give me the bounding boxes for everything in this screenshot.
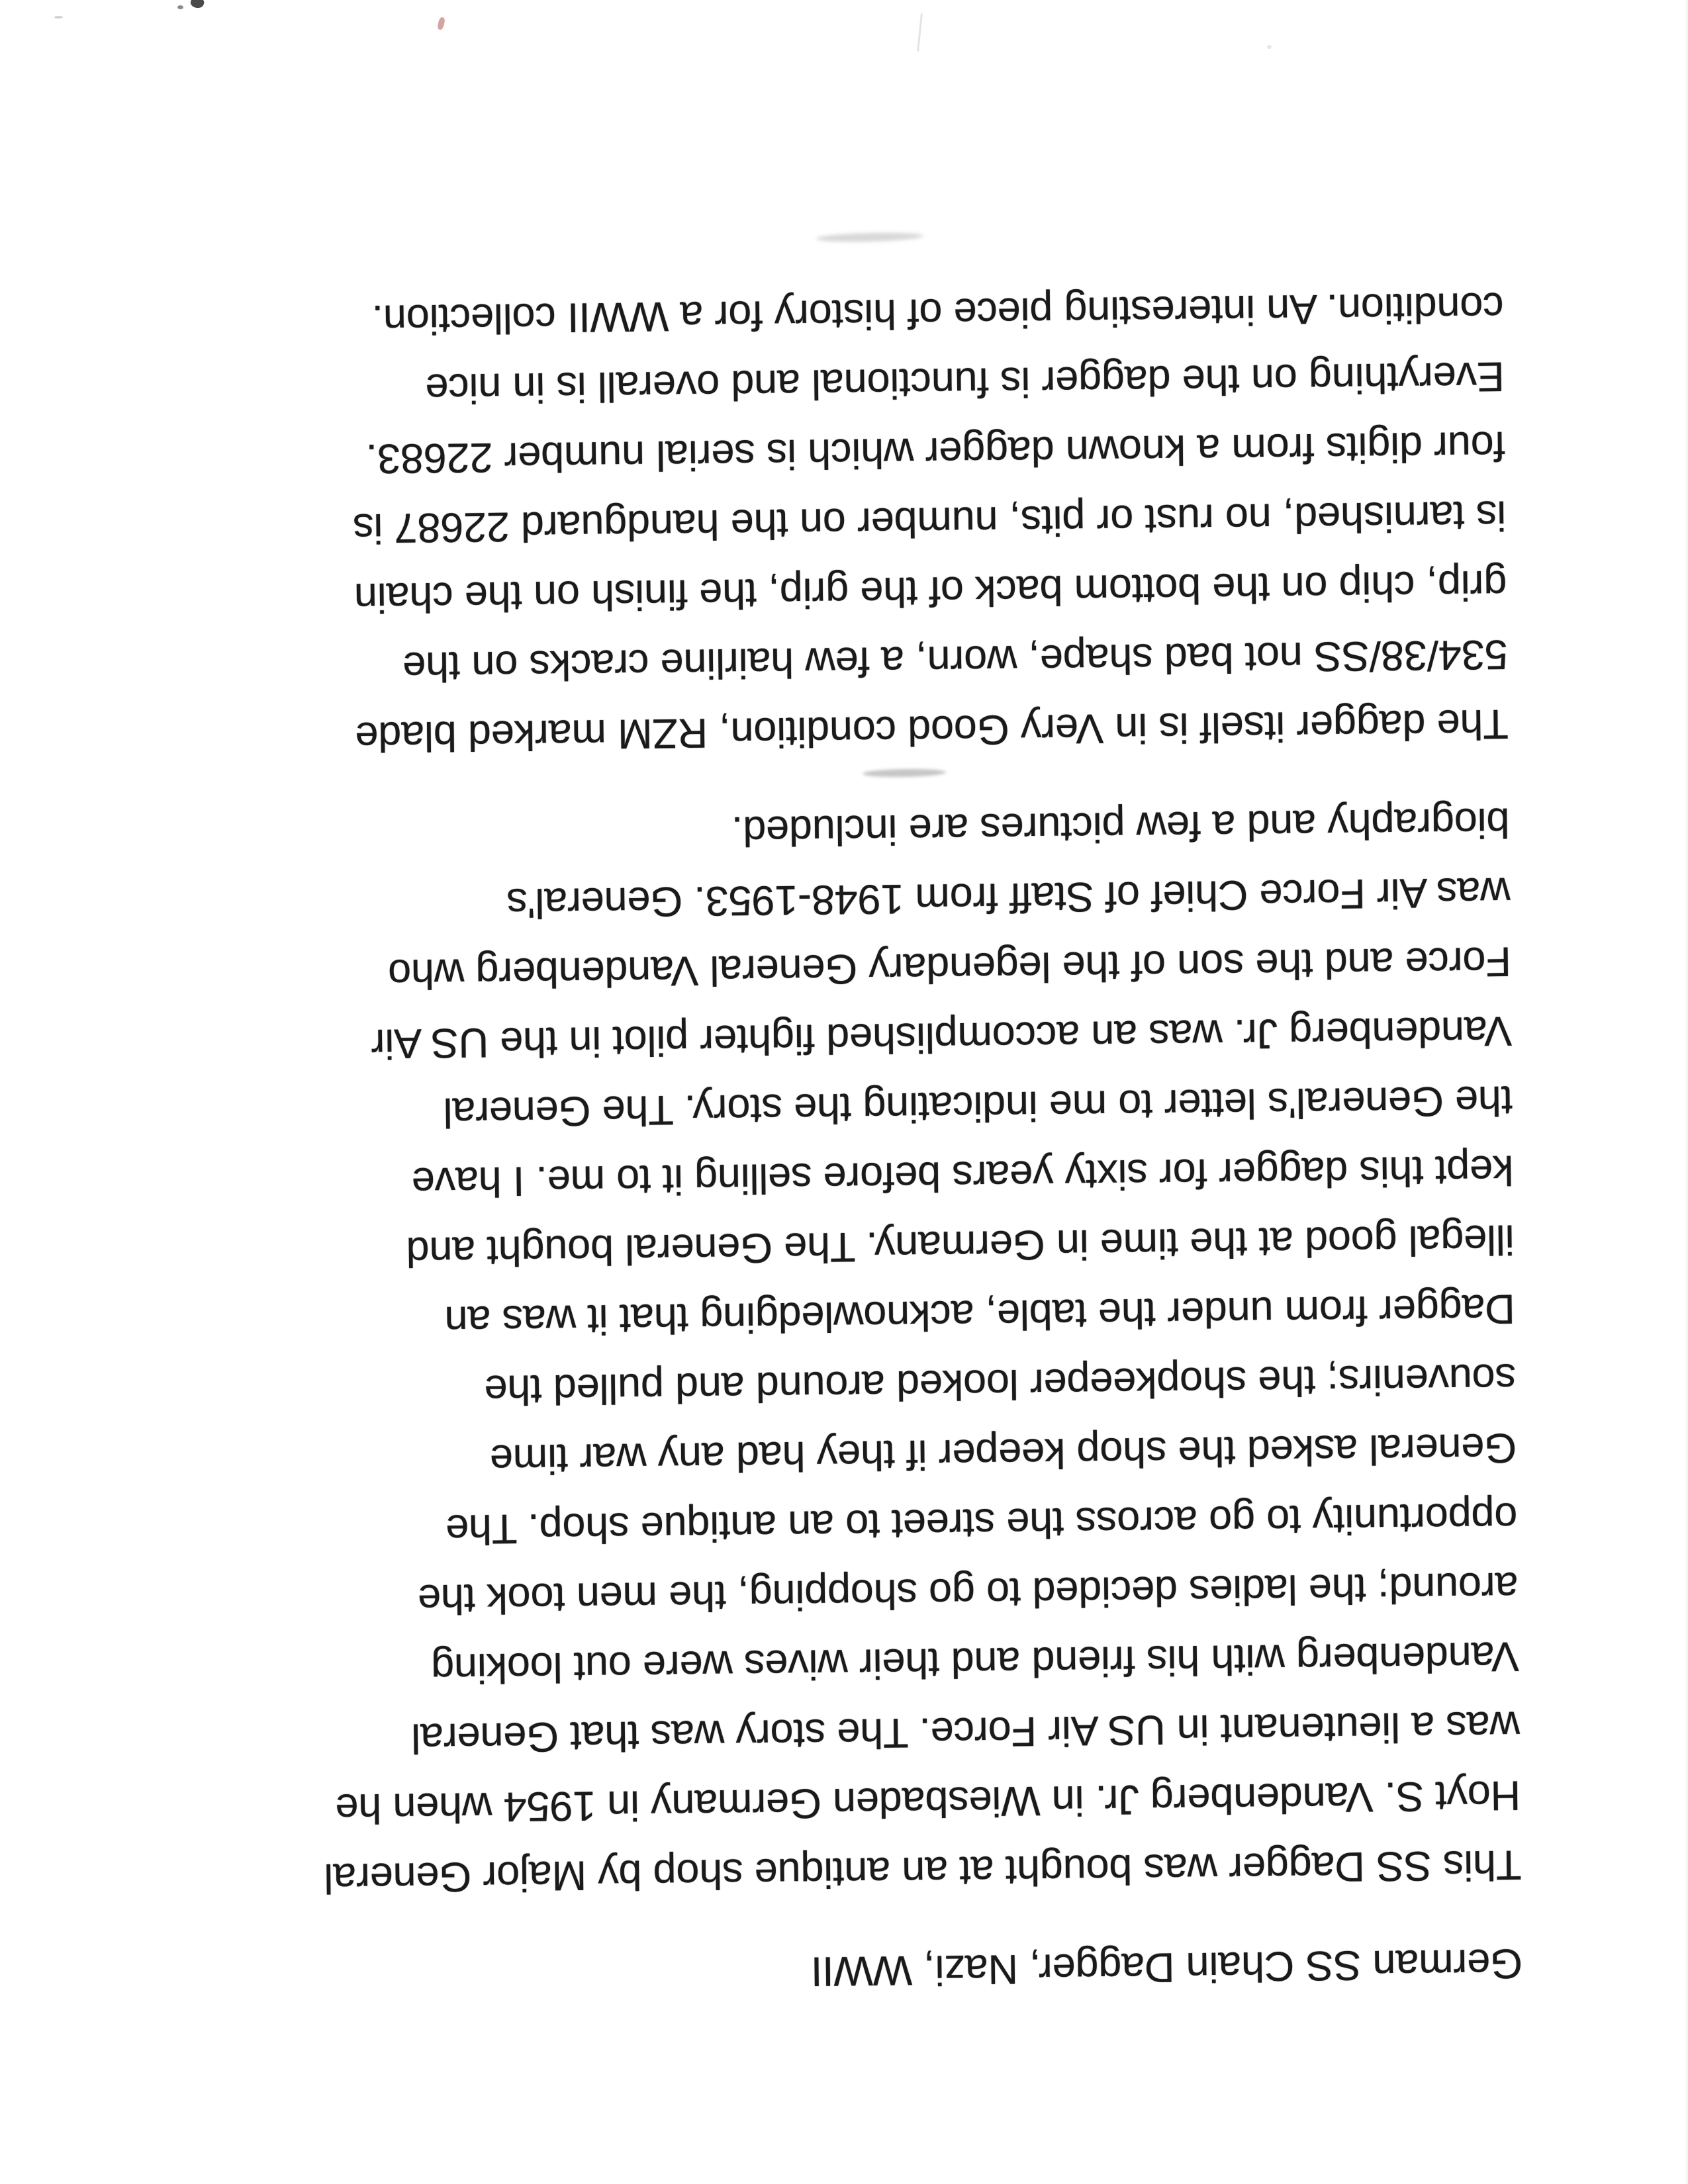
text-line: around; the ladies decided to go shopping, the men took the	[417, 1563, 1519, 1623]
document-title: German SS Chain Dagger, Nazi, WWII	[810, 1940, 1523, 1995]
text-line: 534/38/SS not bad shape, worn, a few hairline cracks on the	[402, 631, 1508, 690]
paragraph-condition	[166, 272, 1509, 774]
text-line: The dagger itself is in Very Good condition, RZM marked blade	[355, 700, 1509, 760]
text-line: kept this dagger for sixty years before selling it to me. I have	[411, 1146, 1514, 1206]
text-line: grip, chip on the bottom back of the grip, the finish on the chain	[353, 561, 1507, 621]
scan-speck-dark	[189, 0, 205, 10]
text-line: Vandenberg Jr. was an accomplished fighter pilot in the US Air	[371, 1007, 1513, 1068]
scan-speck-small	[177, 5, 183, 9]
scan-hairline-mark	[917, 13, 923, 52]
document-text-block	[165, 171, 1523, 2013]
text-line: Vandenberg with his friend and their wives were out looking	[430, 1633, 1520, 1692]
text-line: biography and a few pictures are included.	[731, 799, 1510, 854]
text-line: opportunity to go across the street to an antique shop. The	[445, 1494, 1518, 1553]
scan-speck-gray	[54, 16, 63, 19]
document-title-block	[185, 1928, 1523, 2013]
text-line: condition. An interesting piece of history for a WWII collection.	[371, 283, 1505, 343]
text-line: was a lieutenant in US Air Force. The story was that General	[410, 1702, 1521, 1762]
text-line: Everything on the dagger is functional and overall is in nice	[425, 353, 1505, 412]
scan-mark-pink	[437, 17, 445, 30]
text-line: the General's letter to me indicating the story. The General	[443, 1077, 1513, 1136]
text-line: was Air Force Chief of Staff from 1948-1953. General's	[506, 868, 1511, 927]
text-line: souvenirs; the shopkeeper looked around and pulled the	[484, 1355, 1517, 1414]
text-line: is tarnished, no rust or pits, number on the handguard 22687 is	[352, 492, 1507, 552]
text-line: Hoyt S. Vandenberg Jr. in Wiesbaden Germany in 1954 when he	[335, 1772, 1521, 1832]
text-line: Dagger from under the table, acknowledging that it was an	[444, 1285, 1516, 1344]
text-line: This SS Dagger was bought at an antique shop by Major General	[324, 1841, 1522, 1901]
text-line: illegal good at the time in Germany. The General bought and	[406, 1216, 1515, 1275]
text-line: four digits from a known dagger which is serial number 22683.	[365, 422, 1506, 482]
text-line: General asked the shop keeper if they had any war time	[489, 1424, 1517, 1483]
scan-dot-faint	[1267, 45, 1272, 49]
paragraph-provenance	[172, 788, 1522, 1915]
text-line: Force and the son of the legendary General Vandenberg who	[387, 938, 1512, 997]
